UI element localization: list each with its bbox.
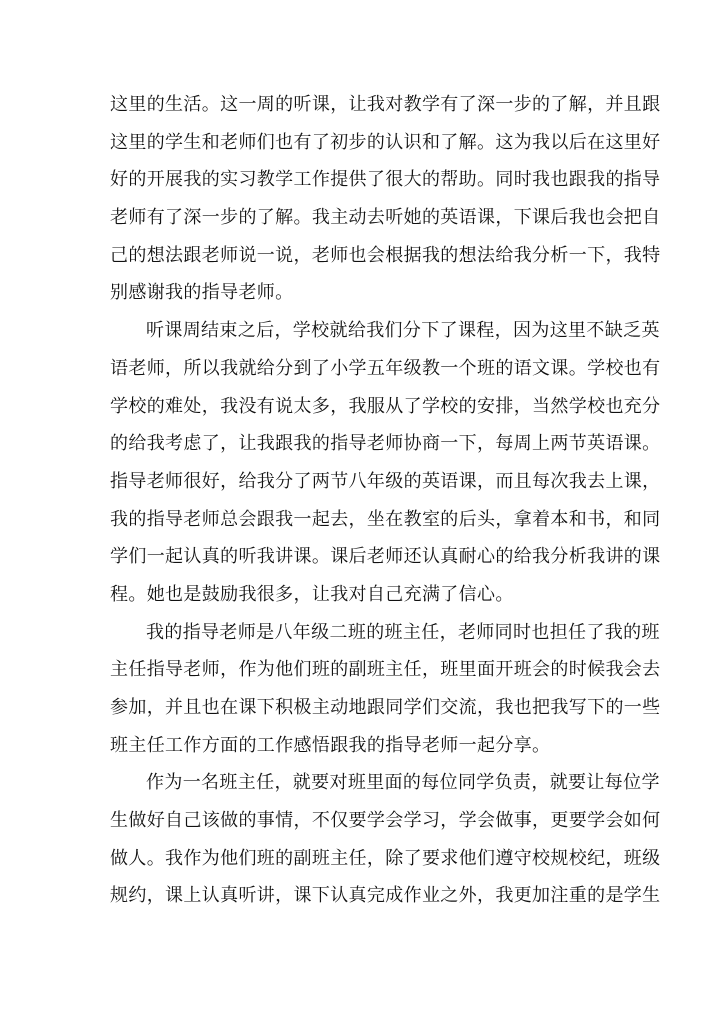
text-line: 做人。我作为他们班的副班主任，除了要求他们遵守校规校纪，班级 bbox=[110, 847, 661, 869]
text-line: 听课周结束之后，学校就给我们分下了课程，因为这里不缺乏英 bbox=[146, 320, 660, 342]
text-line: 参加，并且也在课下积极主动地跟同学们交流，我也把我写下的一些 bbox=[110, 697, 661, 718]
text-line: 生做好自己该做的事情，不仅要学会学习，学会做事，更要学会如何 bbox=[110, 810, 661, 832]
text-line: 语老师，所以我就给分到了小学五年级教一个班的语文课。学校也有 bbox=[110, 357, 661, 379]
text-line: 指导老师很好，给我分了两节八年级的英语课，而且每次我去上课， bbox=[110, 470, 661, 492]
text-line: 学们一起认真的听我讲课。课后老师还认真耐心的给我分析我讲的课 bbox=[110, 546, 661, 568]
text-line: 学校的难处，我没有说太多，我服从了学校的安排，当然学校也充分 bbox=[110, 395, 661, 417]
paragraph-4 bbox=[110, 764, 661, 915]
text-line: 我的指导老师是八年级二班的班主任，老师同时也担任了我的班 bbox=[146, 621, 660, 643]
text-line: 老师有了深一步的了解。我主动去听她的英语课，下课后我也会把自 bbox=[110, 207, 661, 229]
text-line: 别感谢我的指导老师。 bbox=[110, 282, 294, 304]
text-line: 好的开展我的实习教学工作提供了很大的帮助。同时我也跟我的指导 bbox=[110, 169, 661, 191]
text-line: 作为一名班主任，就要对班里面的每位同学负责，就要让每位学 bbox=[146, 772, 660, 794]
text-line: 我的指导老师总会跟我一起去，坐在教室的后头，拿着本和书，和同 bbox=[110, 508, 661, 530]
text-line: 这里的生活。这一周的听课，让我对教学有了深一步的了解，并且跟 bbox=[110, 94, 661, 115]
paragraph-3 bbox=[110, 614, 661, 765]
document-body bbox=[110, 86, 661, 915]
text-line: 程。她也是鼓励我很多，让我对自己充满了信心。 bbox=[110, 583, 514, 605]
text-line: 主任指导老师，作为他们班的副班主任，班里面开班会的时候我会去 bbox=[110, 659, 661, 681]
text-line: 的给我考虑了，让我跟我的指导老师协商一下，每周上两节英语课。 bbox=[110, 433, 661, 455]
text-line: 班主任工作方面的工作感悟跟我的指导老师一起分享。 bbox=[110, 734, 551, 756]
paragraph-2 bbox=[110, 312, 661, 614]
text-line: 这里的学生和老师们也有了初步的认识和了解。这为我以后在这里好 bbox=[110, 131, 661, 153]
paragraph-1 bbox=[110, 86, 661, 312]
text-line: 己的想法跟老师说一说，老师也会根据我的想法给我分析一下，我特 bbox=[110, 244, 661, 266]
text-line: 规约，课上认真听讲，课下认真完成作业之外，我更加注重的是学生 bbox=[110, 885, 661, 907]
